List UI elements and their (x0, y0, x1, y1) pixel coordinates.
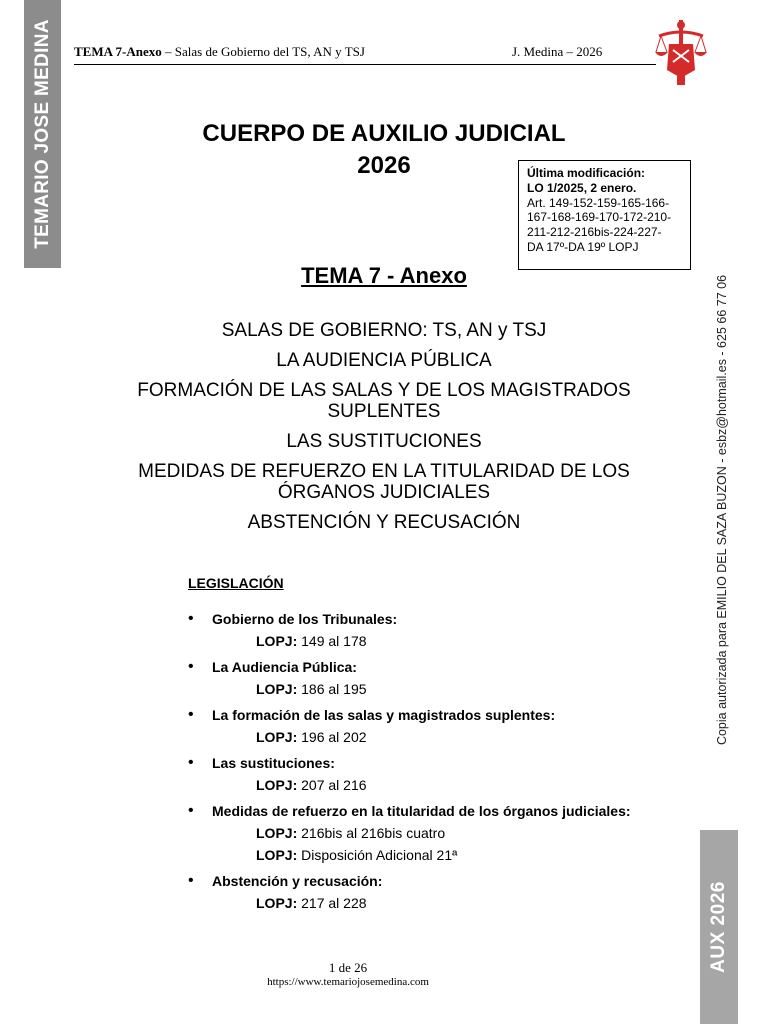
ref-range: 207 al 216 (297, 777, 367, 793)
header-tema: TEMA 7-Anexo (74, 44, 162, 59)
title-line-2: 2026 (357, 152, 411, 179)
legislation-ref (188, 892, 688, 918)
ref-range: 217 al 228 (297, 895, 367, 911)
legislation-ref (188, 844, 688, 870)
legislation-item: • Las sustituciones: (188, 752, 688, 774)
ref-range: 216bis al 216bis cuatro (297, 825, 446, 841)
legislation-item: • La Audiencia Pública: (188, 656, 688, 678)
modification-articles-4: DA 17º-DA 19º LOPJ (527, 239, 639, 254)
legislation-ref (188, 678, 688, 704)
legislation-ref (188, 822, 688, 844)
page-header (74, 44, 622, 64)
ref-law: LOPJ: (256, 847, 298, 863)
modification-box (518, 160, 691, 270)
topic-item: ABSTENCIÓN Y RECUSACIÓN (247, 512, 521, 533)
header-divider (74, 64, 656, 65)
legislation-item: • La formación de las salas y magistrados suplentes: (188, 704, 688, 726)
legislation-ref (188, 726, 688, 752)
topic-item: FORMACIÓN DE LAS SALAS Y DE LOS MAGISTRADOS SUPLENTES (137, 380, 631, 422)
header-subtitle: – Salas de Gobierno del TS, AN y TSJ (161, 44, 365, 59)
side-brand-bar (24, 0, 61, 268)
footer-link[interactable]: https://www.temariojosemedina.com (267, 976, 429, 988)
ref-law: LOPJ: (256, 777, 298, 793)
topics-list (104, 320, 664, 542)
modification-law: LO 1/2025, 2 enero. (527, 180, 637, 195)
topic-item: MEDIDAS DE REFUERZO EN LA TITULARIDAD DE LOS ÓRGANOS JUDICIALES (138, 461, 630, 503)
title-line-1: CUERPO DE AUXILIO JUDICIAL (202, 120, 566, 147)
header-author: J. Medina – 2026 (512, 44, 603, 59)
modification-articles-2: 167-168-169-170-172-210- (527, 210, 672, 225)
page-number: 1 de 26 (328, 960, 368, 975)
legislation-list (188, 608, 688, 918)
header-title (74, 44, 365, 60)
modification-label: Última modificación: (527, 166, 646, 180)
year-badge-text: AUX 2026 (708, 881, 729, 973)
ref-range: Disposición Adicional 21ª (297, 847, 458, 863)
ref-range: 186 al 195 (297, 681, 367, 697)
ref-law: LOPJ: (256, 895, 298, 911)
topic-item: LAS SUSTITUCIONES (286, 431, 482, 452)
ref-law: LOPJ: (256, 633, 298, 649)
ref-range: 196 al 202 (297, 729, 367, 745)
modification-articles-3: 211-212-216bis-224-227- (527, 225, 662, 240)
ref-law: LOPJ: (256, 729, 298, 745)
topic-item: LA AUDIENCIA PÚBLICA (276, 350, 492, 371)
ref-law: LOPJ: (256, 681, 298, 697)
tema-heading: TEMA 7 - Anexo (301, 263, 467, 288)
page-footer (248, 960, 448, 988)
scales-of-justice-logo (655, 18, 707, 86)
legislation-ref (188, 774, 688, 800)
topic-item: SALAS DE GOBIERNO: TS, AN y TSJ (221, 320, 547, 341)
year-badge (700, 830, 738, 1024)
ref-law: LOPJ: (256, 825, 298, 841)
side-brand-text: TEMARIO JOSE MEDINA (31, 19, 53, 249)
ref-range: 149 al 178 (297, 633, 367, 649)
modification-articles-1: Art. 149-152-159-165-166- (527, 195, 670, 210)
legislation-item: • Medidas de refuerzo en la titularidad de los órganos judiciales: (188, 800, 688, 822)
copy-notice: Copia autorizada para EMILIO DEL SAZA BUZON - esbz@hotmail.es - 625 66 77 06 (715, 274, 729, 746)
legislation-item: • Gobierno de los Tribunales: (188, 608, 688, 630)
legislation-item: • Abstención y recusación: (188, 870, 688, 892)
legislation-ref (188, 630, 688, 656)
legislation-heading: LEGISLACIÓN (188, 575, 284, 591)
